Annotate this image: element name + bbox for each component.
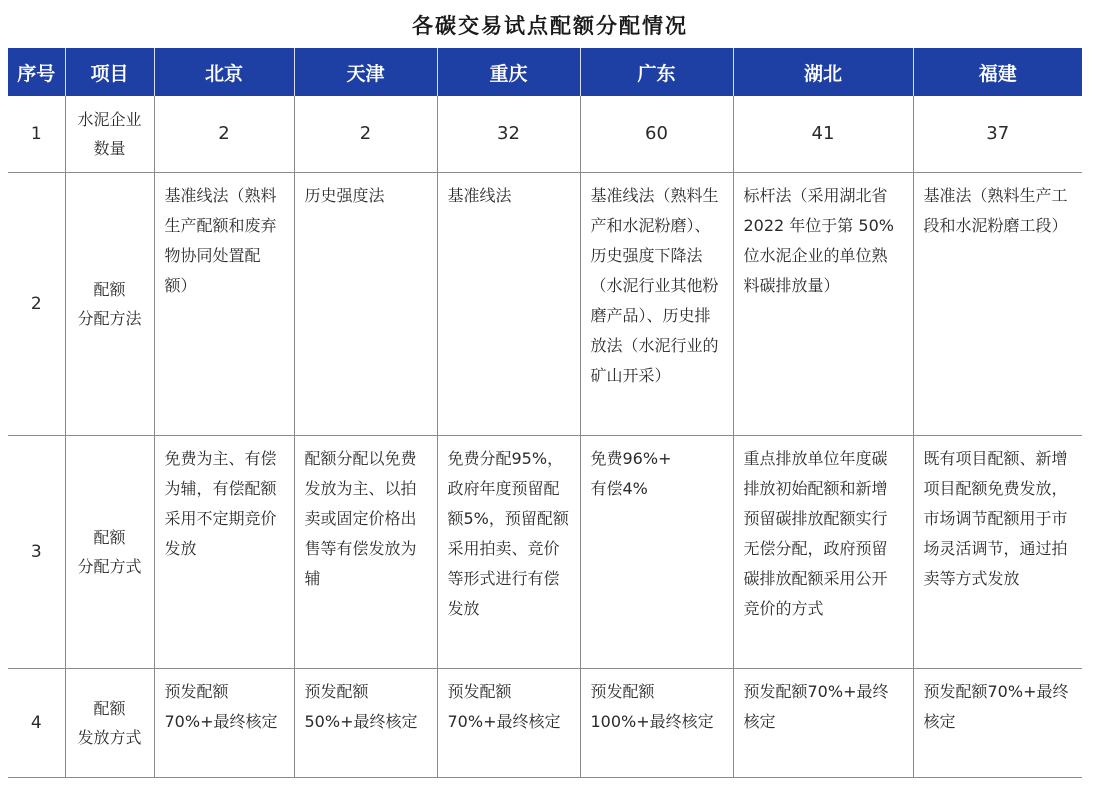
row-item [65, 436, 154, 669]
cell-fujian: 37 [913, 96, 1082, 173]
row-index: 3 [8, 436, 65, 669]
row-index: 4 [8, 669, 65, 778]
header-chongqing: 重庆 [437, 48, 580, 96]
header-fujian: 福建 [913, 48, 1082, 96]
cell-tianjin: 历史强度法 [294, 173, 437, 436]
table-row [8, 436, 1082, 669]
table-row [8, 96, 1082, 173]
table-title: 各碳交易试点配额分配情况 [412, 13, 688, 38]
cell-beijing: 基准线法（熟料生产配额和废弃物协同处置配额） [154, 173, 294, 436]
cell-fujian: 基准法（熟料生产工段和水泥粉磨工段） [913, 173, 1082, 436]
cell-beijing: 免费为主、有偿为辅，有偿配额采用不定期竞价发放 [154, 436, 294, 669]
row-item-line: 水泥企业 [77, 110, 142, 129]
row-item-line: 配额 [93, 280, 126, 299]
header-hubei: 湖北 [733, 48, 913, 96]
cell-beijing: 2 [154, 96, 294, 173]
cell-tianjin: 2 [294, 96, 437, 173]
cell-guangdong: 预发配额100%+最终核定 [580, 669, 733, 778]
header-beijing: 北京 [154, 48, 294, 96]
cell-hubei: 预发配额70%+最终核定 [733, 669, 913, 778]
cell-chongqing: 预发配额70%+最终核定 [437, 669, 580, 778]
cell-chongqing: 基准线法 [437, 173, 580, 436]
table-row [8, 669, 1082, 778]
cell-chongqing: 免费分配95%，政府年度预留配额5%，预留配额采用拍卖、竞价等形式进行有偿发放 [437, 436, 580, 669]
row-item [65, 173, 154, 436]
row-item [65, 96, 154, 173]
row-index: 2 [8, 173, 65, 436]
header-tianjin: 天津 [294, 48, 437, 96]
row-item-line: 配额 [93, 528, 126, 547]
cell-guangdong: 免费96%+ 有偿4% [580, 436, 733, 669]
cell-guangdong: 基准线法（熟料生产和水泥粉磨）、历史强度下降法（水泥行业其他粉磨产品）、历史排放法（水泥行业的矿山开采） [580, 173, 733, 436]
cell-hubei: 标杆法（采用湖北省 2022 年位于第 50%位水泥企业的单位熟料碳排放量） [733, 173, 913, 436]
header-item: 项目 [65, 48, 154, 96]
cell-tianjin: 配额分配以免费发放为主、以拍卖或固定价格出售等有偿发放为辅 [294, 436, 437, 669]
cell-chongqing: 32 [437, 96, 580, 173]
row-index: 1 [8, 96, 65, 173]
row-item-line: 分配方式 [77, 557, 142, 576]
cell-beijing: 预发配额70%+最终核定 [154, 669, 294, 778]
header-index: 序号 [8, 48, 65, 96]
row-item-line: 发放方式 [77, 728, 142, 747]
cell-hubei: 重点排放单位年度碳排放初始配额和新增预留碳排放配额实行无偿分配，政府预留碳排放配额采用公开竞价的方式 [733, 436, 913, 669]
row-item-line: 配额 [93, 699, 126, 718]
header-row [8, 48, 1082, 96]
cell-tianjin: 预发配额50%+最终核定 [294, 669, 437, 778]
cell-hubei: 41 [733, 96, 913, 173]
row-item-line: 数量 [93, 139, 126, 158]
header-guangdong: 广东 [580, 48, 733, 96]
table-row [8, 173, 1082, 436]
row-item-line: 分配方法 [77, 309, 142, 328]
cell-guangdong: 60 [580, 96, 733, 173]
cell-fujian: 预发配额70%+最终核定 [913, 669, 1082, 778]
allocation-table [8, 48, 1082, 778]
cell-fujian: 既有项目配额、新增项目配额免费发放，市场调节配额用于市场灵活调节，通过拍卖等方式发放 [913, 436, 1082, 669]
row-item [65, 669, 154, 778]
